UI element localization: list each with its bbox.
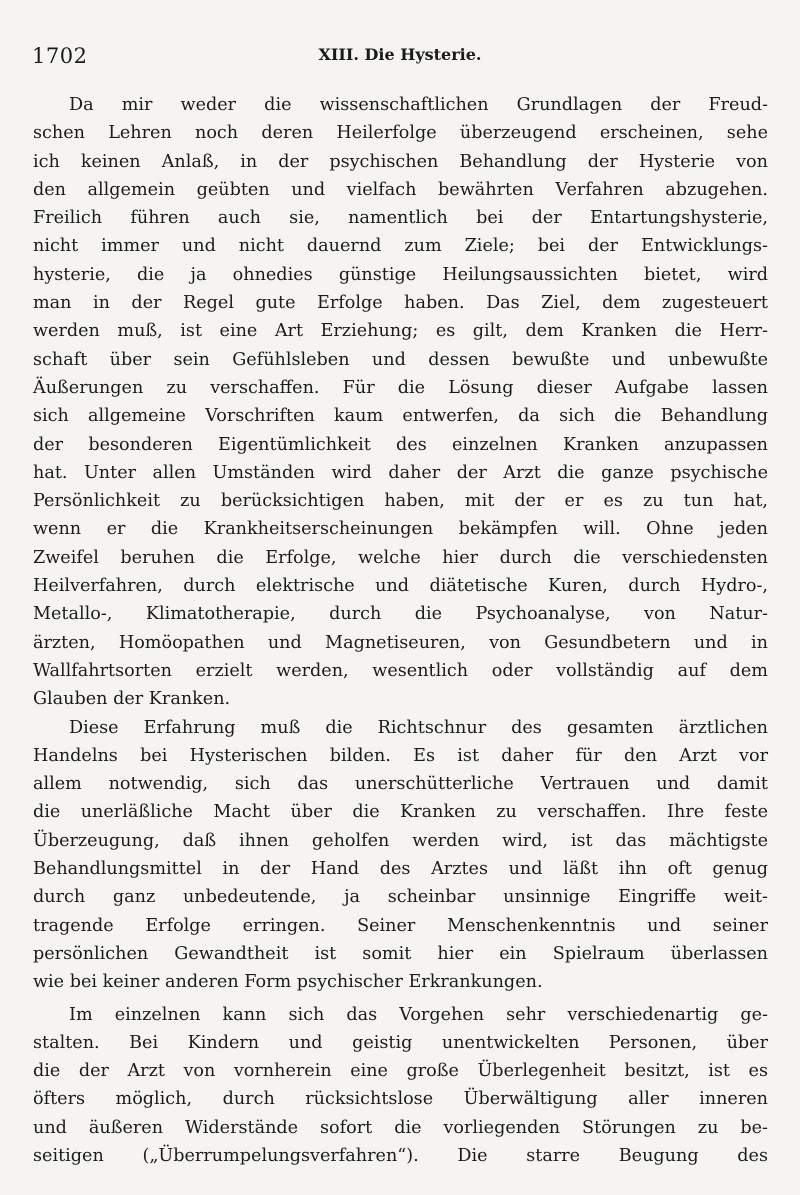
text-line: Im einzelnen kann sich das Vorgehen sehr verschiedenartig ge-	[69, 1004, 768, 1025]
text-line: Persönlichkeit zu berücksichtigen haben, mit der er es zu tun hat,	[33, 491, 768, 512]
text-line: persönlichen Gewandtheit ist somit hier ein Spielraum überlassen	[33, 943, 768, 964]
text-line: Freilich führen auch sie, namentlich bei der Entartungshysterie,	[33, 208, 768, 229]
text-line: wenn er die Krankheitserscheinungen bekämpfen will. Ohne jeden	[33, 519, 768, 540]
text-line: tragende Erfolge erringen. Seiner Menschenkenntnis und seiner	[33, 915, 768, 936]
text-line: den allgemein geübten und vielfach bewährten Verfahren abzugehen.	[33, 179, 768, 200]
paragraph-1	[33, 91, 768, 714]
text-line: seitigen („Überrumpelungsverfahren“). Die starre Beugung des	[33, 1145, 768, 1166]
text-line: Metallo-, Klimatotherapie, durch die Psychoanalyse, von Natur-	[33, 604, 768, 625]
text-line: Da mir weder die wissenschaftlichen Grundlagen der Freud-	[69, 95, 768, 115]
text-line: Behandlungsmittel in der Hand des Arztes und läßt ihn oft genug	[33, 859, 768, 880]
text-line: Handelns bei Hysterischen bilden. Es ist daher für den Arzt vor	[33, 745, 768, 766]
running-head: XIII. Die Hysterie.	[318, 45, 482, 64]
text-line: Wallfahrtsorten erzielt werden, wesentlich oder vollständig auf dem	[33, 660, 768, 681]
paragraph-2	[33, 714, 768, 997]
text-line: werden muß, ist eine Art Erziehung; es gilt, dem Kranken die Herr-	[33, 321, 768, 342]
text-line: stalten. Bei Kindern und geistig unentwickelten Personen, über	[33, 1032, 768, 1053]
text-line: und äußeren Widerstände sofort die vorliegenden Störungen zu be-	[33, 1117, 768, 1138]
body-text	[33, 91, 768, 1170]
text-line: nicht immer und nicht dauernd zum Ziele; bei der Entwicklungs-	[33, 236, 768, 257]
text-line: die unerläßliche Macht über die Kranken zu verschaffen. Ihre feste	[33, 802, 768, 823]
text-line: Diese Erfahrung muß die Richtschnur des gesamten ärztlichen	[69, 717, 768, 738]
text-line: schaft über sein Gefühlsleben und dessen bewußte und unbewußte	[33, 349, 768, 370]
text-line: durch ganz unbedeutende, ja scheinbar unsinnige Eingriffe weit-	[33, 887, 768, 908]
text-line: öfters möglich, durch rücksichtslose Überwältigung aller inneren	[33, 1089, 768, 1110]
text-line: hysterie, die ja ohnedies günstige Heilungsaussichten bietet, wird	[33, 264, 768, 285]
text-line: die der Arzt von vornherein eine große Überlegenheit besitzt, ist es	[33, 1061, 768, 1082]
text-line: Glauben der Kranken.	[33, 689, 231, 710]
text-line: Heilverfahren, durch elektrische und diätetische Kuren, durch Hydro-,	[33, 576, 768, 597]
text-line: wie bei keiner anderen Form psychischer Erkrankungen.	[33, 972, 543, 993]
text-line: allem notwendig, sich das unerschütterliche Vertrauen und damit	[33, 774, 768, 795]
page-number: 1702	[32, 44, 88, 68]
text-line: ärzten, Homöopathen und Magnetiseuren, von Gesundbetern und in	[33, 632, 768, 653]
text-line: Äußerungen zu verschaffen. Für die Lösung dieser Aufgabe lassen	[33, 377, 768, 398]
text-line: ich keinen Anlaß, in der psychischen Behandlung der Hysterie von	[33, 151, 768, 172]
text-line: man in der Regel gute Erfolge haben. Das Ziel, dem zugesteuert	[33, 293, 768, 314]
text-line: sich allgemeine Vorschriften kaum entwerfen, da sich die Behandlung	[33, 406, 768, 427]
paragraph-3	[33, 1001, 768, 1171]
text-line: Überzeugung, daß ihnen geholfen werden wird, ist das mächtigste	[33, 830, 768, 851]
text-line: Zweifel beruhen die Erfolge, welche hier durch die verschiedensten	[33, 547, 768, 568]
text-line: hat. Unter allen Umständen wird daher der Arzt die ganze psychische	[33, 462, 768, 483]
text-line: der besonderen Eigentümlichkeit des einzelnen Kranken anzupassen	[33, 434, 768, 455]
text-line: schen Lehren noch deren Heilerfolge überzeugend erscheinen, sehe	[33, 123, 768, 144]
